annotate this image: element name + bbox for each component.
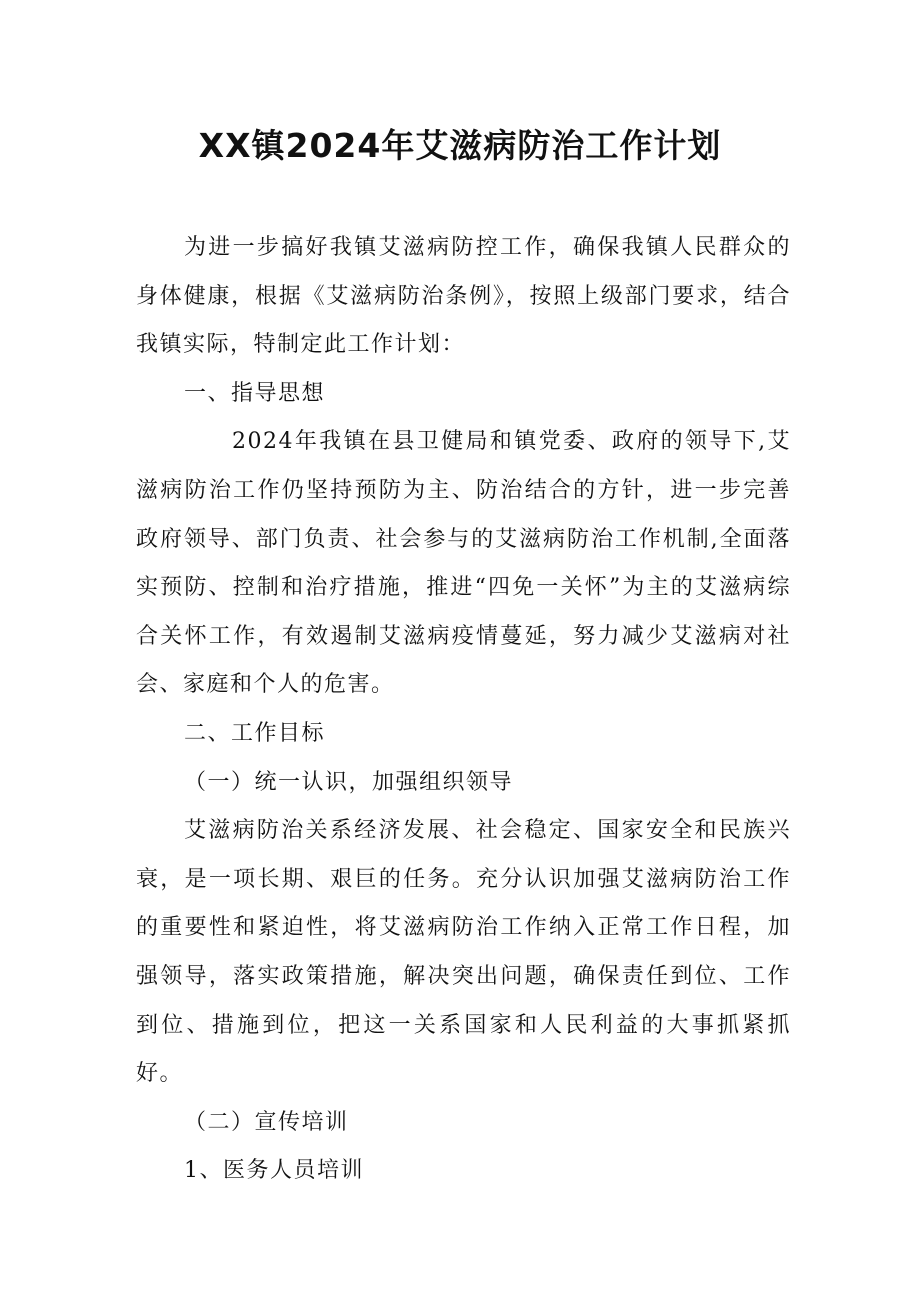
- section-heading-guiding-ideology: 一、指导思想: [184, 380, 326, 406]
- intro-paragraph: 为进一步搞好我镇艾滋病防控工作，确保我镇人民群众的身体健康，根据《艾滋病防治条例》，按照上级部门要求，结合我镇实际，特制定此工作计划：: [136, 235, 791, 358]
- subsection-heading-organization: （一）统一认识，加强组织领导: [184, 769, 514, 795]
- section-heading-work-goals: 二、工作目标: [184, 720, 326, 746]
- item-medical-staff-training: 1、医务人员培训: [184, 1158, 364, 1184]
- document-title: XX镇2024年艾滋病防治工作计划: [198, 126, 722, 165]
- subsection-heading-training: （二）宣传培训: [184, 1109, 349, 1135]
- guiding-ideology-paragraph: 2024年我镇在县卫健局和镇党委、政府的领导下,艾滋病防治工作仍坚持预防为主、防治结合的方针，进一步完善政府领导、部门负责、社会参与的艾滋病防治工作机制,全面落实预防、控制和治疗措施，推进“四免一关怀”为主的艾滋病综合关怀工作，有效遏制艾滋病疫情蔓延，努力减少艾滋病对社会、家庭和个人的危害。: [136, 429, 791, 698]
- document-body: [136, 224, 791, 1196]
- organization-paragraph: 艾滋病防治关系经济发展、社会稳定、国家安全和民族兴衰，是一项长期、艰巨的任务。充分认识加强艾滋病防治工作的重要性和紧迫性，将艾滋病防治工作纳入正常工作日程，加强领导，落实政策措施，解决突出问题，确保责任到位、工作到位、措施到位，把这一关系国家和人民利益的大事抓紧抓好。: [136, 818, 791, 1087]
